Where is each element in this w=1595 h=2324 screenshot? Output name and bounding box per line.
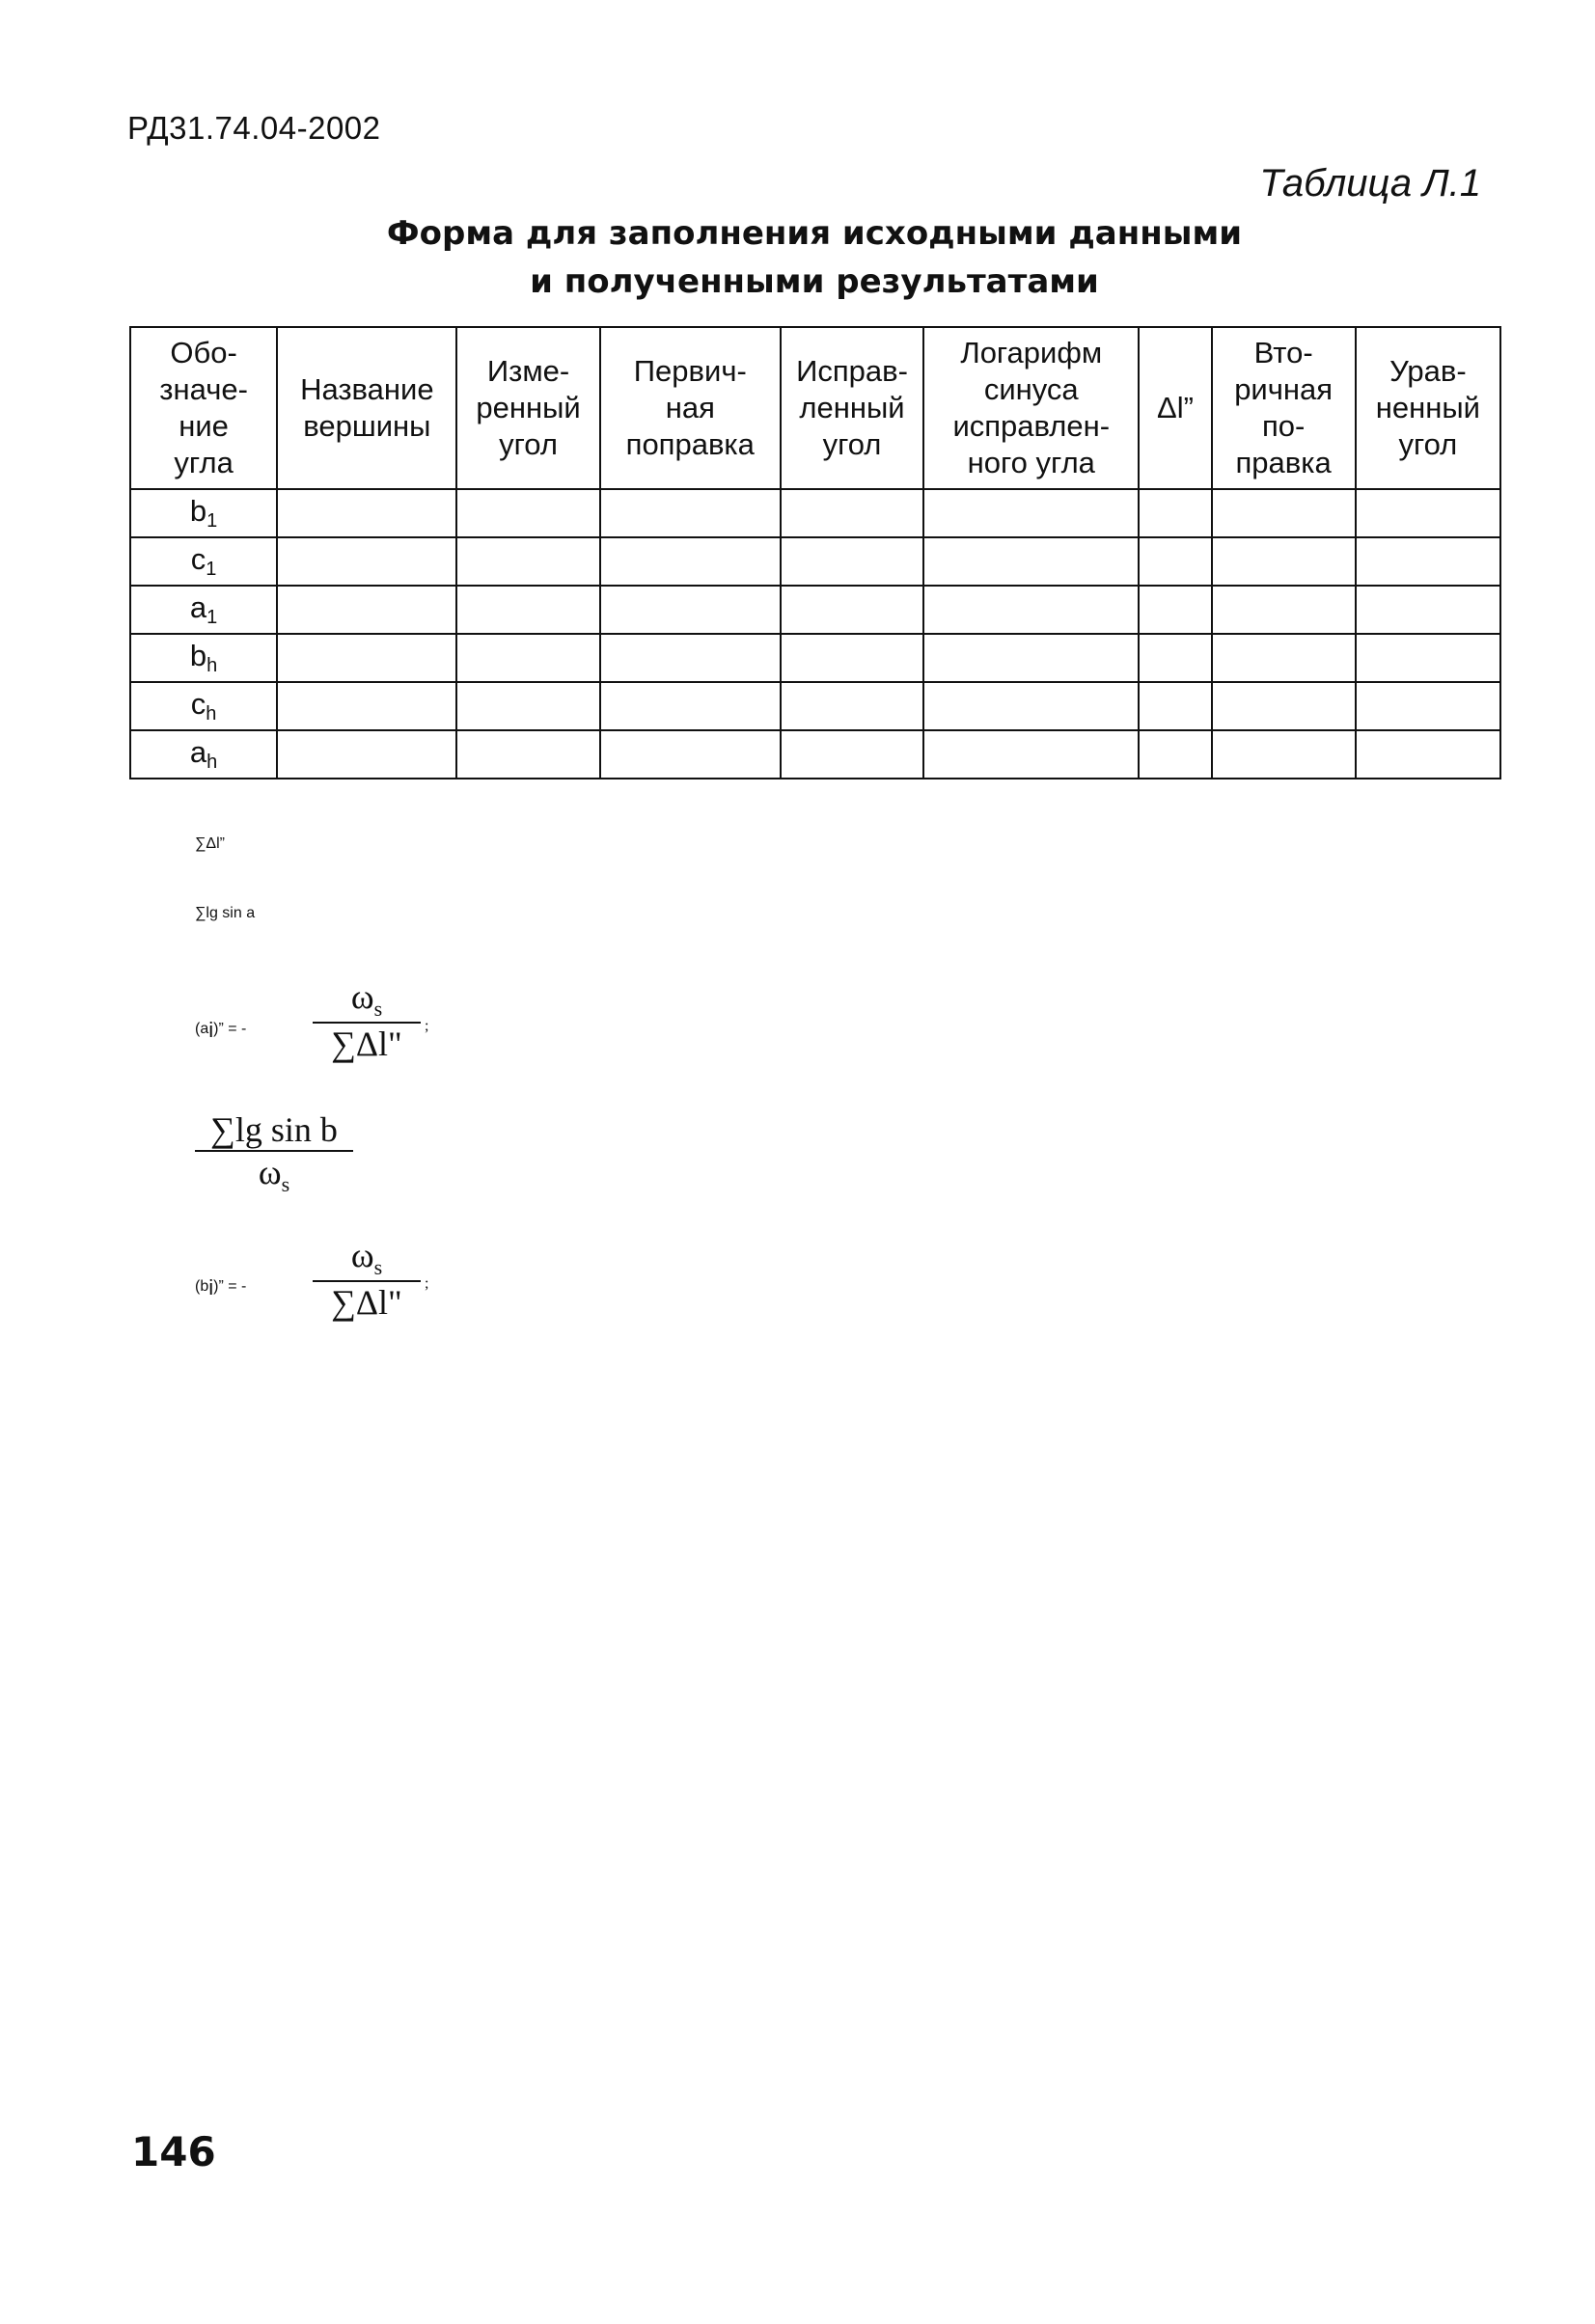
column-header-line: правка (1235, 446, 1332, 479)
column-header-line: ричная (1234, 372, 1334, 406)
angle-designation-cell (130, 682, 277, 730)
column-header-line: значе- (159, 372, 248, 406)
sum-delta-l: ∑Δl” (195, 835, 225, 852)
empty-cell (1356, 730, 1500, 779)
empty-cell (1356, 634, 1500, 682)
angle-subscript: h (206, 655, 218, 676)
column-header-line: ние (179, 409, 229, 443)
column-header-line: вершины (303, 409, 431, 443)
column-header (781, 327, 923, 489)
column-header-line: исправлен- (952, 409, 1111, 443)
empty-cell (1212, 634, 1356, 682)
empty-cell (277, 489, 456, 537)
angle-subscript: 1 (206, 510, 218, 532)
empty-cell (600, 586, 781, 634)
empty-cell (1139, 634, 1211, 682)
empty-cell (923, 634, 1139, 682)
column-header-line: Вто- (1253, 336, 1313, 369)
empty-cell (1356, 489, 1500, 537)
sum-lg-sin-a: ∑lg sin a (195, 905, 256, 921)
empty-cell (456, 586, 599, 634)
column-header (456, 327, 599, 489)
column-header-line: ренный (476, 391, 581, 424)
empty-cell (923, 730, 1139, 779)
column-header-line: угол (1398, 427, 1458, 461)
angle-designation-cell (130, 537, 277, 586)
empty-cell (600, 634, 781, 682)
empty-cell (1356, 682, 1500, 730)
empty-cell (923, 489, 1139, 537)
empty-cell (277, 682, 456, 730)
formula-ai-fraction: $\frac{\omega_s}{\sum\Delta l"}$ (313, 976, 421, 1064)
formula-bi-semicolon: ; (425, 1275, 429, 1292)
column-header (600, 327, 781, 489)
table-title (129, 209, 1499, 306)
empty-cell (1139, 586, 1211, 634)
table-row (130, 489, 1500, 537)
page-number: 146 (131, 2128, 216, 2175)
column-header-line: Логарифм (960, 336, 1103, 369)
empty-cell (1212, 730, 1356, 779)
angle-designation-cell (130, 634, 277, 682)
empty-cell (1356, 537, 1500, 586)
column-header (923, 327, 1139, 489)
empty-cell (1139, 489, 1211, 537)
document-code: РД31.74.04-2002 (127, 110, 381, 146)
table-header-row (130, 327, 1500, 489)
empty-cell (781, 489, 923, 537)
angle-subscript: 1 (206, 559, 217, 580)
empty-cell (1356, 586, 1500, 634)
table-row (130, 537, 1500, 586)
angle-subscript: h (206, 752, 218, 773)
empty-cell (456, 537, 599, 586)
column-header-line: угол (499, 427, 558, 461)
formula-ai-lhs: $(a_i)$” = - (195, 1018, 247, 1042)
column-header-line: ного угла (967, 446, 1095, 479)
empty-cell (923, 537, 1139, 586)
column-header-line: Исправ- (796, 354, 908, 388)
empty-cell (781, 682, 923, 730)
formula-lg-sin-b-fraction: $\frac{\text{∑lg sin b}}{\omega_s}$ (195, 1109, 353, 1197)
empty-cell (1139, 682, 1211, 730)
angle-letter: b (189, 639, 207, 672)
empty-cell (456, 682, 599, 730)
empty-cell (600, 682, 781, 730)
empty-cell (1212, 489, 1356, 537)
formula-bi-fraction: $\frac{\omega_s}{\sum\Delta l"}$ (313, 1235, 421, 1323)
column-header (1139, 327, 1211, 489)
empty-cell (1139, 730, 1211, 779)
angle-letter: a (189, 590, 207, 624)
column-header-line: синуса (983, 372, 1079, 406)
empty-cell (277, 537, 456, 586)
empty-cell (781, 586, 923, 634)
angle-letter: c (190, 542, 206, 576)
empty-cell (781, 730, 923, 779)
column-header-line: ленный (799, 391, 905, 424)
data-form-table (129, 326, 1501, 779)
angle-designation-cell (130, 489, 277, 537)
formula-ai-semicolon: ; (425, 1018, 429, 1034)
empty-cell (923, 586, 1139, 634)
column-header-line: Название (300, 372, 434, 406)
empty-cell (923, 682, 1139, 730)
empty-cell (600, 489, 781, 537)
empty-cell (1212, 682, 1356, 730)
column-header-line: ненный (1375, 391, 1480, 424)
table-row (130, 634, 1500, 682)
empty-cell (1139, 537, 1211, 586)
angle-designation-cell (130, 730, 277, 779)
empty-cell (1212, 586, 1356, 634)
empty-cell (277, 586, 456, 634)
empty-cell (781, 634, 923, 682)
title-line-2: и полученными результатами (530, 262, 1099, 301)
column-header-line: поправка (625, 427, 755, 461)
angle-subscript: h (206, 703, 217, 725)
empty-cell (600, 730, 781, 779)
table-label: Таблица Л.1 (1259, 162, 1481, 205)
column-header (1212, 327, 1356, 489)
column-header-line: Обо- (170, 336, 237, 369)
empty-cell (1212, 537, 1356, 586)
empty-cell (277, 730, 456, 779)
formula-bi-lhs: $(b_i)$” = - (195, 1275, 247, 1299)
angle-letter: c (190, 687, 206, 721)
column-header (1356, 327, 1500, 489)
column-header-line: Δl” (1157, 391, 1194, 424)
table-row (130, 730, 1500, 779)
column-header (130, 327, 277, 489)
empty-cell (781, 537, 923, 586)
empty-cell (456, 489, 599, 537)
column-header-line: угла (174, 446, 234, 479)
empty-cell (277, 634, 456, 682)
column-header-line: ная (665, 391, 715, 424)
title-line-1: Форма для заполнения исходными данными (386, 214, 1243, 253)
table-row (130, 586, 1500, 634)
column-header-line: Урав- (1389, 354, 1467, 388)
column-header-line: Изме- (486, 354, 570, 388)
angle-letter: b (189, 494, 207, 528)
empty-cell (456, 730, 599, 779)
column-header-line: Первич- (633, 354, 747, 388)
empty-cell (600, 537, 781, 586)
angle-subscript: 1 (206, 607, 218, 628)
column-header-line: по- (1261, 409, 1306, 443)
angle-designation-cell (130, 586, 277, 634)
column-header-line: угол (822, 427, 882, 461)
angle-letter: a (189, 735, 207, 769)
table-row (130, 682, 1500, 730)
column-header (277, 327, 456, 489)
empty-cell (456, 634, 599, 682)
